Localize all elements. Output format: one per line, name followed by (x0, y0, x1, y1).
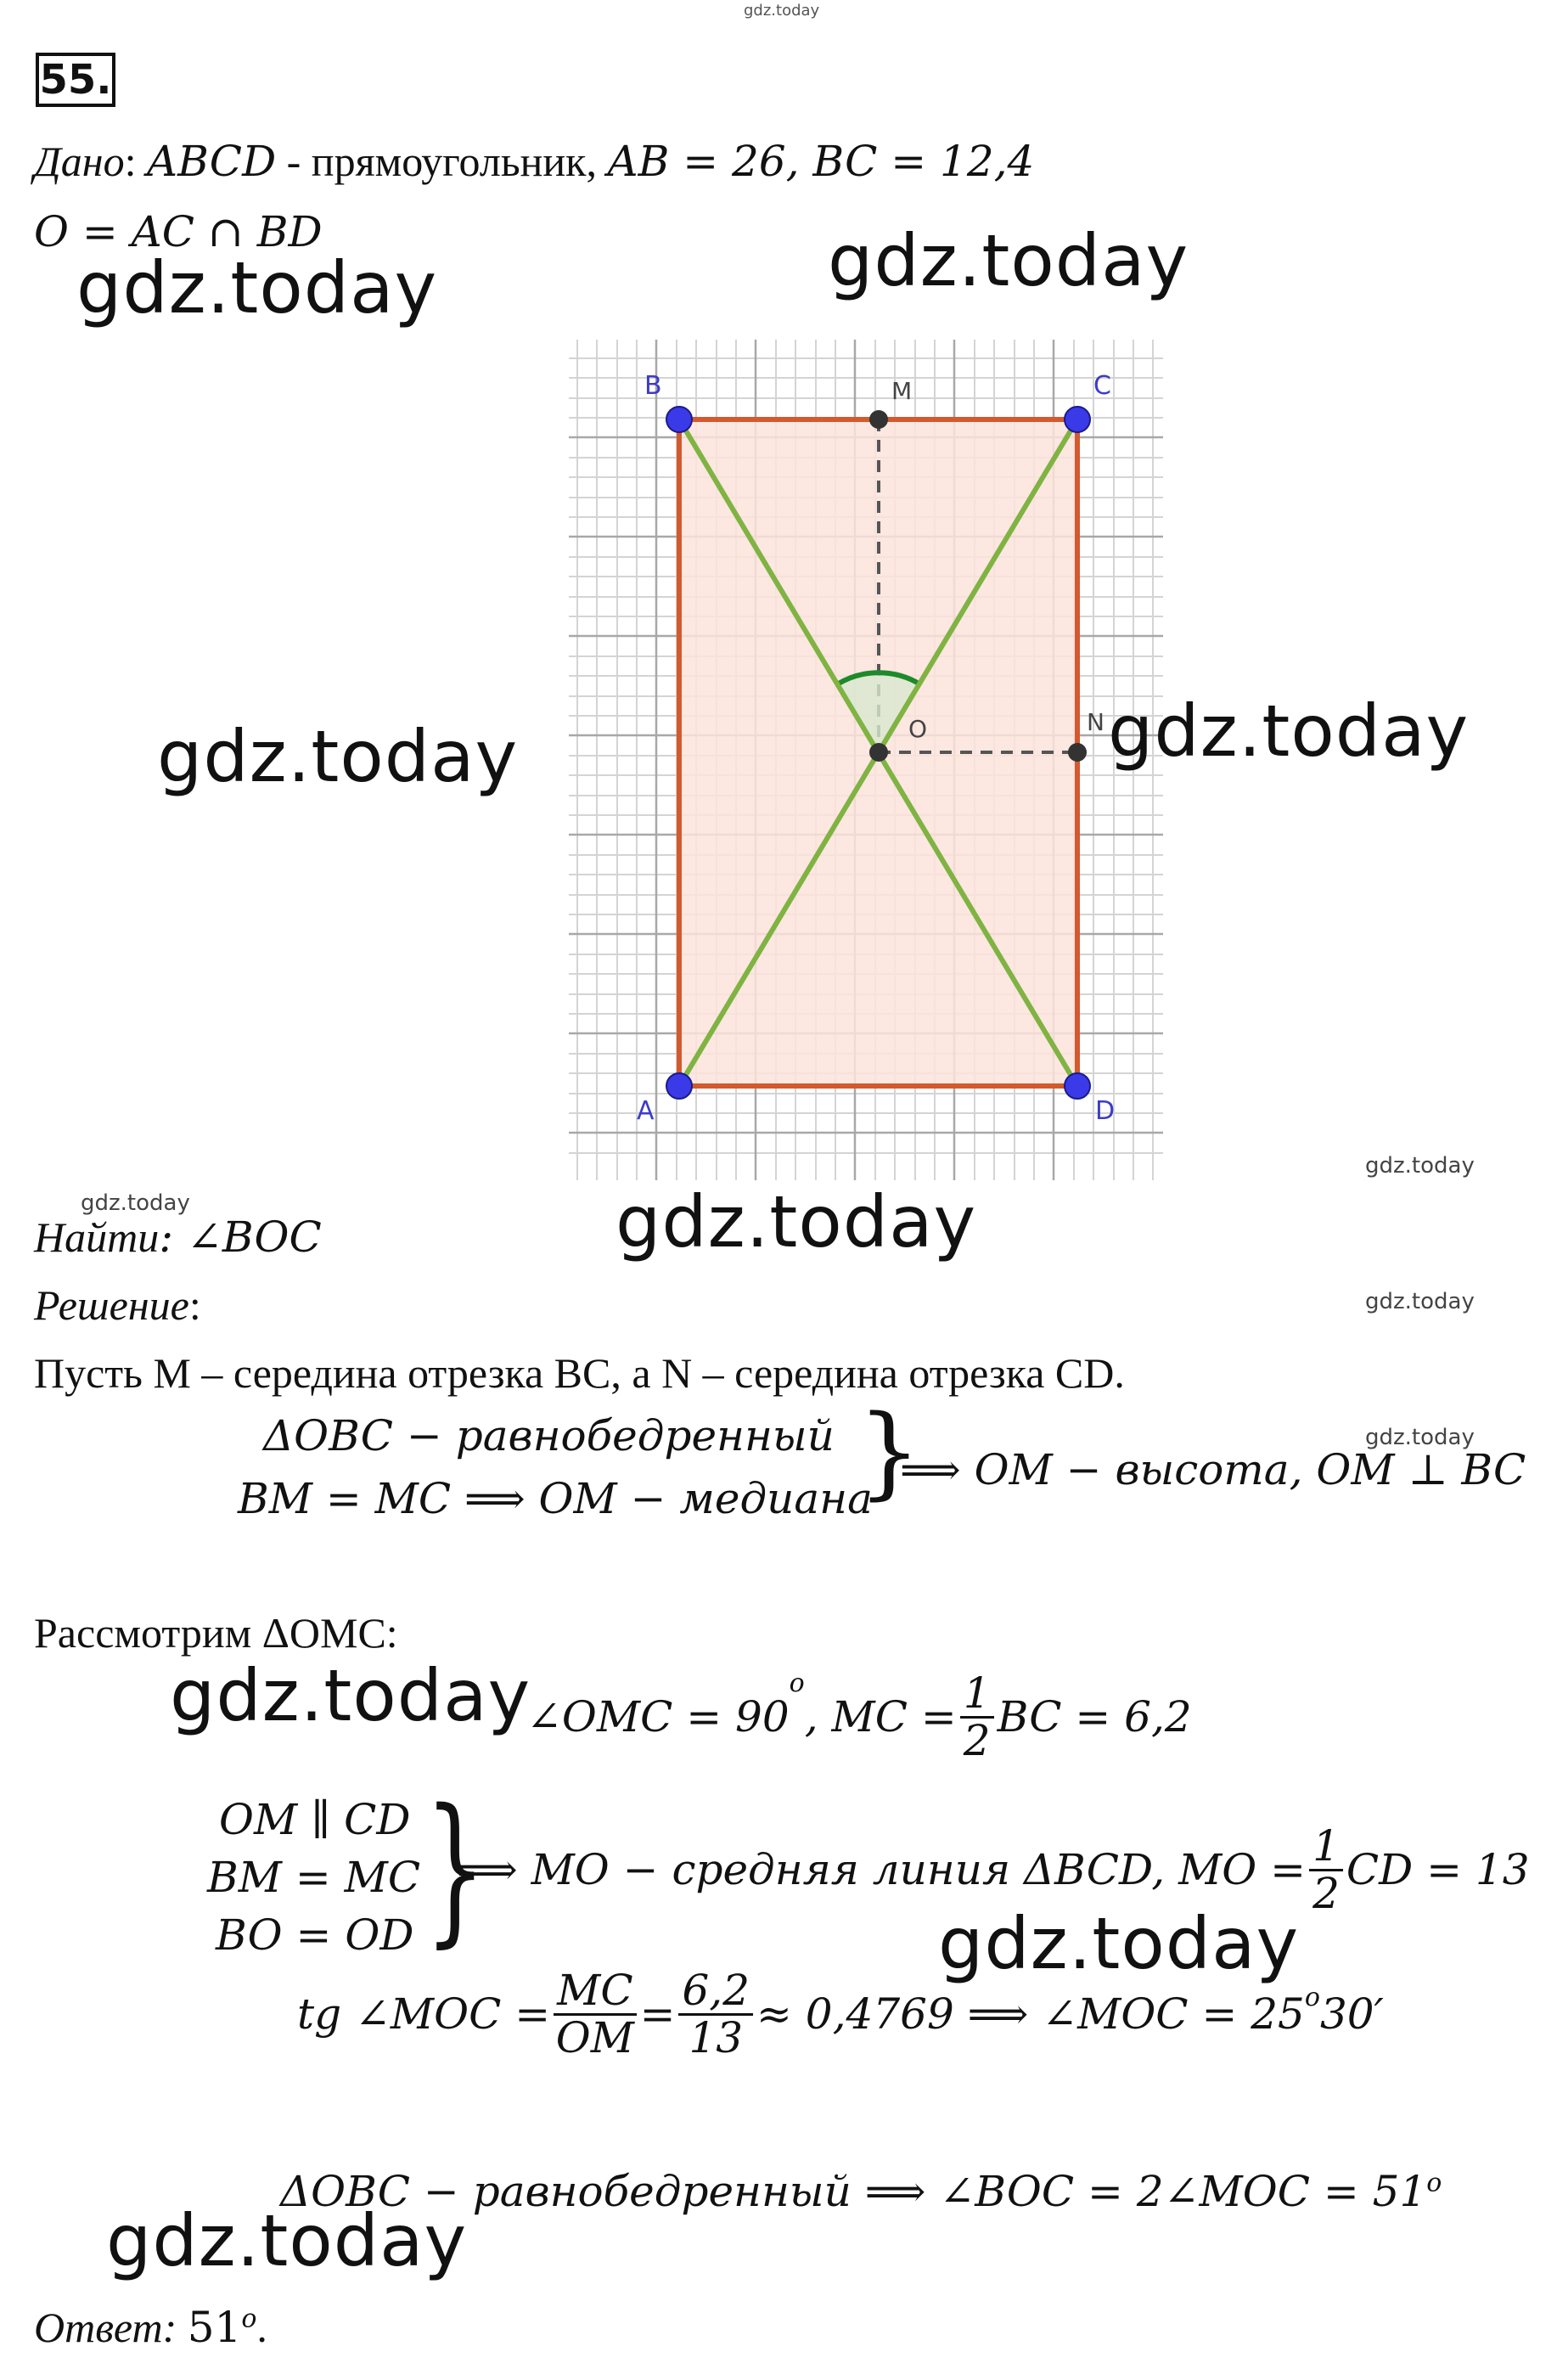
rectangle-figure (569, 340, 1172, 1189)
watermark-small-4: gdz.today (1365, 1425, 1475, 1450)
label-m: M (891, 377, 913, 405)
final-degree: o (1426, 2168, 1442, 2198)
solution-label: Решение (34, 1281, 189, 1329)
tg-minutes: 30′ (1319, 1989, 1384, 2039)
consider-line: Рассмотрим ΔOMC: (34, 1609, 398, 1657)
eq1-fraction (960, 1668, 994, 1765)
find-value: : ∠BOC (159, 1213, 322, 1262)
watermark-small-1: gdz.today (81, 1190, 190, 1216)
point-d (1065, 1073, 1090, 1099)
tg-equals: = (639, 1989, 676, 2039)
eq1-fraction-den: 2 (963, 1715, 991, 1765)
watermark-8: gdz.today (106, 2199, 468, 2282)
eq1-fraction-num: 1 (960, 1671, 994, 1719)
answer-line (34, 2303, 267, 2352)
eq1-angle: ∠OMC = 90 (526, 1692, 790, 1741)
system1-line-2: BM = MC ⟹ OM − медиана (238, 1474, 873, 1523)
given-sides: AB = 26, BC = 12,4 (607, 137, 1035, 186)
system2-line-1: OM ∥ CD (219, 1795, 411, 1844)
find-label: Найти (34, 1213, 160, 1261)
watermark-small-2: gdz.today (1365, 1153, 1475, 1179)
find-line (34, 1213, 322, 1262)
label-b: B (644, 371, 662, 401)
tg-fraction-2-num: 6,2 (678, 1968, 753, 2016)
watermark-7: gdz.today (938, 1902, 1300, 1985)
label-d: D (1095, 1096, 1116, 1126)
point-n (1068, 743, 1087, 762)
point-m (869, 410, 888, 429)
s2-result-text: ⟹ MO − средняя линия ΔBCD, MO = (457, 1845, 1307, 1894)
label-a: A (637, 1096, 655, 1126)
answer-degree: o (241, 2304, 257, 2334)
system2-brace: } (424, 1775, 486, 1962)
answer-tail: . (256, 2304, 267, 2351)
label-c: C (1093, 371, 1111, 401)
point-o (869, 743, 888, 762)
watermark-5: gdz.today (615, 1180, 977, 1263)
solution-line: Решение: (34, 1281, 201, 1329)
given-line-2: O = AC ∩ BD (34, 207, 323, 256)
s2-fraction-num: 1 (1309, 1824, 1343, 1871)
point-a (666, 1073, 692, 1099)
solution-paragraph-1: Пусть M – середина отрезка BC, а N – середина отрезка CD. (34, 1349, 1125, 1397)
problem-number: 55. (36, 53, 115, 107)
answer-label: Ответ: (34, 2304, 177, 2351)
equation-omc (526, 1668, 1192, 1765)
s2-fraction-den: 2 (1312, 1868, 1340, 1918)
watermark-1: gdz.today (76, 246, 438, 329)
watermark-2: gdz.today (828, 219, 1189, 302)
watermark-small-3: gdz.today (1365, 1289, 1475, 1314)
label-n: N (1087, 708, 1105, 736)
answer-value: 51 (187, 2303, 242, 2352)
point-c (1065, 407, 1090, 432)
eq1-degree: o (789, 1668, 805, 1698)
watermark-6: gdz.today (170, 1654, 531, 1737)
watermark-3: gdz.today (157, 715, 519, 798)
system2-line-3: BO = OD (216, 1910, 414, 1960)
label-o: O (908, 715, 928, 743)
point-b (666, 407, 692, 432)
tg-fraction-1-den: OM (555, 2012, 634, 2062)
final-text: ΔOBC − равнобедренный ⟹ ∠BOC = 2∠MOC = 51 (280, 2167, 1427, 2216)
given-line-1: Дано: ABCD - прямоугольник, AB = 26, BC = 12,4 (34, 137, 1035, 186)
watermark-4: gdz.today (1108, 689, 1470, 773)
s2-fraction (1309, 1821, 1343, 1918)
system1-line-1: ΔOBC − равнобедренный (263, 1411, 835, 1460)
s2-result-cd: CD = 13 (1346, 1845, 1530, 1894)
tg-left: tg ∠MOC = (297, 1989, 551, 2039)
system1-brace: } (857, 1393, 922, 1510)
eq1-mc: , MC = (804, 1692, 957, 1741)
system2-line-2: BM = MC (207, 1853, 421, 1902)
site-watermark-tiny: gdz.today (744, 2, 820, 20)
tg-fraction-1-num: MC (554, 1968, 636, 2016)
given-figure-type: - прямоугольник, (276, 138, 608, 185)
eq1-bc: BC = 6,2 (997, 1692, 1192, 1741)
system1-result: ⟹ OM − высота, OM ⊥ BC (900, 1445, 1526, 1494)
given-figure-name: ABCD (147, 137, 277, 186)
tg-fraction-2 (678, 1968, 753, 2060)
tg-approx: ≈ 0,4769 ⟹ ∠MOC = 25 (756, 1989, 1305, 2039)
tg-fraction-2-den: 13 (689, 2012, 744, 2062)
given-label: Дано (34, 138, 125, 185)
tg-fraction-1 (554, 1968, 636, 2060)
tg-degree: o (1304, 1983, 1320, 2012)
